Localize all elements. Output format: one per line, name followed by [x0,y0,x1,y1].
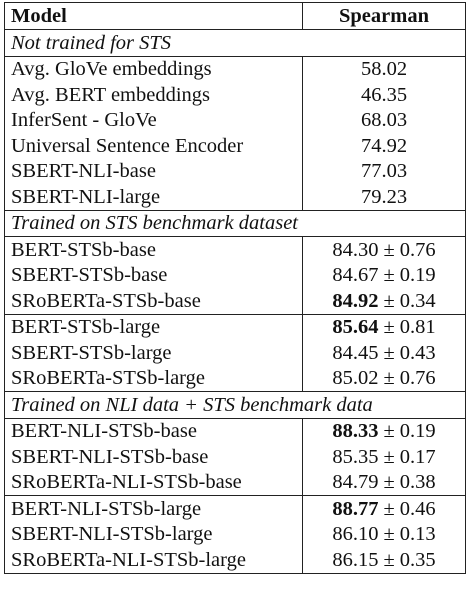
score-std: 0.43 [399,341,436,364]
score-value: 58.02 [360,58,408,80]
table-row [5,444,466,470]
spearman-score-cell [303,56,466,82]
table-row [5,340,466,366]
table-row [5,418,466,444]
score-value: 79.23 [360,185,408,208]
score-std: 0.46 [399,497,436,520]
table-row [5,263,466,289]
table-row [5,366,466,392]
score-std: 0.34 [399,289,436,312]
table-row [5,184,466,210]
score-value: 85.02 [332,367,379,389]
score-value: 85.35 [332,445,379,468]
score-value: 85.64 [332,316,379,338]
model-name-cell: SBERT-NLI-large [5,184,303,210]
model-name-cell: Avg. GloVe embeddings [5,56,303,82]
model-column-header: Model [5,3,303,30]
model-name-cell: SRoBERTa-NLI-STSb-base [5,470,303,496]
model-name-cell: SRoBERTa-STSb-base [5,288,303,314]
spearman-score-cell [303,82,466,108]
model-name-cell: BERT-NLI-STSb-large [5,496,303,522]
model-name-cell: SRoBERTa-NLI-STSb-large [5,547,303,573]
model-name-cell: InferSent - GloVe [5,108,303,134]
model-name-cell: Avg. BERT embeddings [5,82,303,108]
model-name-cell: SRoBERTa-STSb-large [5,366,303,392]
spearman-score-cell [303,522,466,548]
score-std: 0.81 [399,316,436,338]
model-name-cell: SBERT-STSb-base [5,263,303,289]
table-row [5,314,466,340]
plus-minus-symbol: ± [383,341,395,364]
plus-minus-symbol: ± [383,264,395,286]
header-row [5,3,466,30]
score-std: 0.76 [399,238,436,261]
results-table [4,2,466,574]
table-body [5,30,466,574]
score-value: 88.33 [332,420,379,442]
table-row [5,470,466,496]
score-std: 0.38 [399,471,436,493]
table-row [5,547,466,573]
model-name-cell: BERT-STSb-large [5,314,303,340]
score-value: 68.03 [360,109,408,131]
table-row [5,56,466,82]
plus-minus-symbol: ± [383,420,395,442]
score-std: 0.17 [399,445,436,468]
plus-minus-symbol: ± [383,471,395,493]
spearman-score-cell [303,470,466,496]
model-name-cell: SBERT-NLI-STSb-large [5,522,303,548]
plus-minus-symbol: ± [383,548,395,571]
spearman-score-cell [303,547,466,573]
table-row [5,159,466,185]
score-value: 84.67 [332,264,379,286]
score-std: 0.35 [399,548,436,571]
model-name-cell: SBERT-STSb-large [5,340,303,366]
spearman-column-header: Spearman [303,3,466,30]
plus-minus-symbol: ± [383,289,395,312]
spearman-score-cell [303,496,466,522]
section-header-row [5,30,466,57]
plus-minus-symbol: ± [383,445,395,468]
table-row [5,82,466,108]
score-std: 0.76 [399,367,436,389]
section-title: Trained on NLI data + STS benchmark data [5,392,466,419]
spearman-score-cell [303,366,466,392]
spearman-score-cell [303,263,466,289]
model-name-cell: SBERT-NLI-STSb-base [5,444,303,470]
model-name-cell: SBERT-NLI-base [5,159,303,185]
score-value: 86.15 [332,548,379,571]
table-row [5,108,466,134]
table-row [5,522,466,548]
spearman-score-cell [303,184,466,210]
spearman-score-cell [303,237,466,263]
model-name-cell: BERT-STSb-base [5,237,303,263]
score-value: 46.35 [360,83,408,106]
spearman-score-cell [303,418,466,444]
score-value: 84.92 [332,289,379,312]
section-header-row [5,392,466,419]
section-header-row [5,210,466,237]
table-row [5,496,466,522]
score-std: 0.13 [399,523,436,545]
model-name-cell: Universal Sentence Encoder [5,133,303,159]
model-name-cell: BERT-NLI-STSb-base [5,418,303,444]
plus-minus-symbol: ± [383,316,395,338]
score-value: 84.30 [332,238,379,261]
section-title: Not trained for STS [5,30,466,57]
plus-minus-symbol: ± [383,497,395,520]
table-row [5,288,466,314]
table-row [5,133,466,159]
spearman-score-cell [303,288,466,314]
score-value: 84.45 [332,341,379,364]
spearman-score-cell [303,159,466,185]
spearman-score-cell [303,133,466,159]
plus-minus-symbol: ± [383,367,395,389]
score-std: 0.19 [399,264,436,286]
score-std: 0.19 [399,420,436,442]
spearman-score-cell [303,314,466,340]
spearman-score-cell [303,340,466,366]
section-title: Trained on STS benchmark dataset [5,210,466,237]
score-value: 88.77 [332,497,379,520]
score-value: 84.79 [332,471,379,493]
spearman-score-cell [303,444,466,470]
score-value: 74.92 [360,134,408,157]
spearman-score-cell [303,108,466,134]
plus-minus-symbol: ± [383,523,395,545]
score-value: 77.03 [360,160,408,182]
table-row [5,237,466,263]
score-value: 86.10 [332,523,379,545]
plus-minus-symbol: ± [383,238,395,261]
